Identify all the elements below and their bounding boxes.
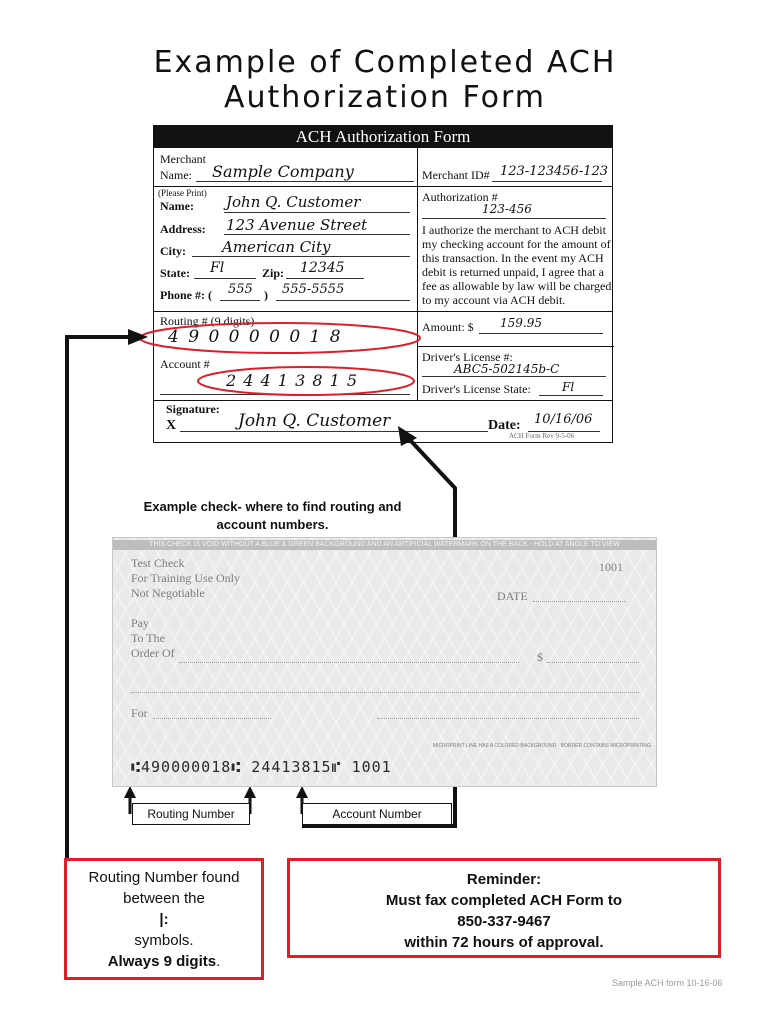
zip-value: 12345 (300, 260, 345, 276)
routing-note-line-5: Always 9 digits. (107, 953, 221, 970)
account-value: 2 4 4 1 3 8 1 5 (226, 371, 359, 390)
signature-value: John Q. Customer (238, 411, 391, 431)
phone-close-paren: ) (264, 288, 268, 302)
reminder-box (287, 858, 721, 958)
zip-label: Zip: (262, 266, 285, 280)
amount-value: 159.95 (500, 316, 542, 330)
check-caption: Example check- where to find routing and account numbers. (143, 499, 402, 532)
check-payee-line (179, 662, 519, 663)
address-label: Address: (160, 222, 206, 236)
city-label: City: (160, 244, 186, 258)
merchant-id-value: 123-123456-123 (500, 164, 609, 179)
routing-left-arrowhead (124, 786, 136, 798)
customer-name-label: Name: (160, 199, 194, 213)
account-number-label: Account Number (302, 803, 452, 825)
routing-value: 4 9 0 0 0 0 0 1 8 (168, 327, 342, 347)
drivers-state-label: Driver's License State: (422, 382, 531, 396)
merchant-name-value: Sample Company (212, 162, 354, 181)
signature-label: Signature: (166, 402, 220, 416)
account-label: Account # (160, 357, 210, 371)
example-check (112, 537, 657, 787)
routing-note-box (64, 858, 264, 980)
check-void-banner: THIS CHECK IS VOID WITHOUT A BLUE & GREEN BACKGROUND AND AN ARTIFICIAL WATERMARK ON THE BACK - HOLD AT ANGLE TO VIEW (113, 540, 656, 550)
drivers-state-value: Fl (562, 380, 575, 394)
reminder-line-2: Must fax completed ACH Form to (385, 892, 623, 909)
merchant-id-label: Merchant ID# (422, 168, 490, 182)
date-label: Date: (488, 418, 521, 433)
authorization-label: Authorization # (422, 190, 498, 204)
merchant-name-label: Name: (160, 168, 192, 182)
check-written-amount-line (131, 692, 639, 693)
page-title-line-2: Authorization Form (223, 80, 547, 115)
routing-number-label: Routing Number (132, 803, 250, 825)
routing-note-line-2: between the (123, 890, 205, 907)
amount-label: Amount: $ (422, 320, 474, 334)
page-title-line-1: Example of Completed ACH (153, 45, 617, 80)
phone-area-value: 555 (228, 282, 253, 297)
address-value: 123 Avenue Street (226, 216, 368, 234)
reminder-heading: Reminder: (466, 871, 542, 888)
account-highlight-ellipse (198, 367, 414, 395)
check-date-line (533, 601, 625, 602)
drivers-license-value: ABC5-502145b-C (454, 362, 560, 376)
check-for-line (153, 718, 271, 719)
routing-label: Routing # (9 digits) (160, 314, 255, 328)
check-micr-line: ⑆490000018⑆ 24413815⑈ 1001 (131, 758, 392, 776)
check-number: 1001 (599, 560, 623, 574)
state-label: State: (160, 266, 190, 280)
reminder-fax-number: 850-337-9467 (457, 913, 551, 930)
routing-note-line-1: Routing Number found (88, 869, 240, 886)
phone-number-value: 555-5555 (282, 282, 345, 297)
drivers-license-label: Driver's License #: (422, 350, 513, 364)
routing-note-line-4: symbols. (134, 932, 194, 949)
date-value: 10/16/06 (534, 412, 593, 427)
check-dollar-sign: $ (537, 650, 543, 664)
customer-name-value: John Q. Customer (226, 193, 361, 211)
form-revision: ACH Form Rev 9-5-06 (509, 432, 575, 440)
check-date-label: DATE (497, 589, 528, 603)
state-value: Fl (210, 260, 225, 276)
routing-highlight-ellipse (140, 323, 420, 353)
city-value: American City (222, 238, 331, 256)
check-signature-line (377, 718, 639, 719)
check-amount-line (547, 662, 639, 663)
signature-x: X (166, 418, 177, 433)
check-pay-lines: Pay To The Order Of (131, 616, 175, 660)
footer-note: Sample ACH form 10-16-06 (612, 978, 723, 988)
check-memo-lines: Test Check For Training Use Only Not Negotiable (131, 556, 241, 600)
please-print-note: (Please Print) (158, 188, 207, 198)
check-security-text: MICROPRINT LINE HAS A COLORED BACKGROUND - BORDER CONTAINS MICROPRINTING (433, 743, 651, 749)
form-header: ACH Authorization Form (154, 126, 612, 148)
routing-note-symbol: |: (159, 911, 169, 928)
routing-right-arrowhead (244, 786, 256, 798)
account-up-arrowhead (296, 786, 308, 798)
phone-label: Phone #: ( (160, 288, 212, 302)
authorization-value: 123-456 (482, 202, 532, 216)
reminder-line-4: within 72 hours of approval. (404, 934, 604, 951)
authorization-text: I authorize the merchant to ACH debit my checking account for the amount of this transaction. In the event my ACH debit is returned unpaid, I agree that a fee as allowable by law will be charged to my account via ACH debit. (422, 223, 612, 307)
merchant-label: Merchant (160, 152, 206, 166)
check-for-label: For (131, 706, 148, 720)
